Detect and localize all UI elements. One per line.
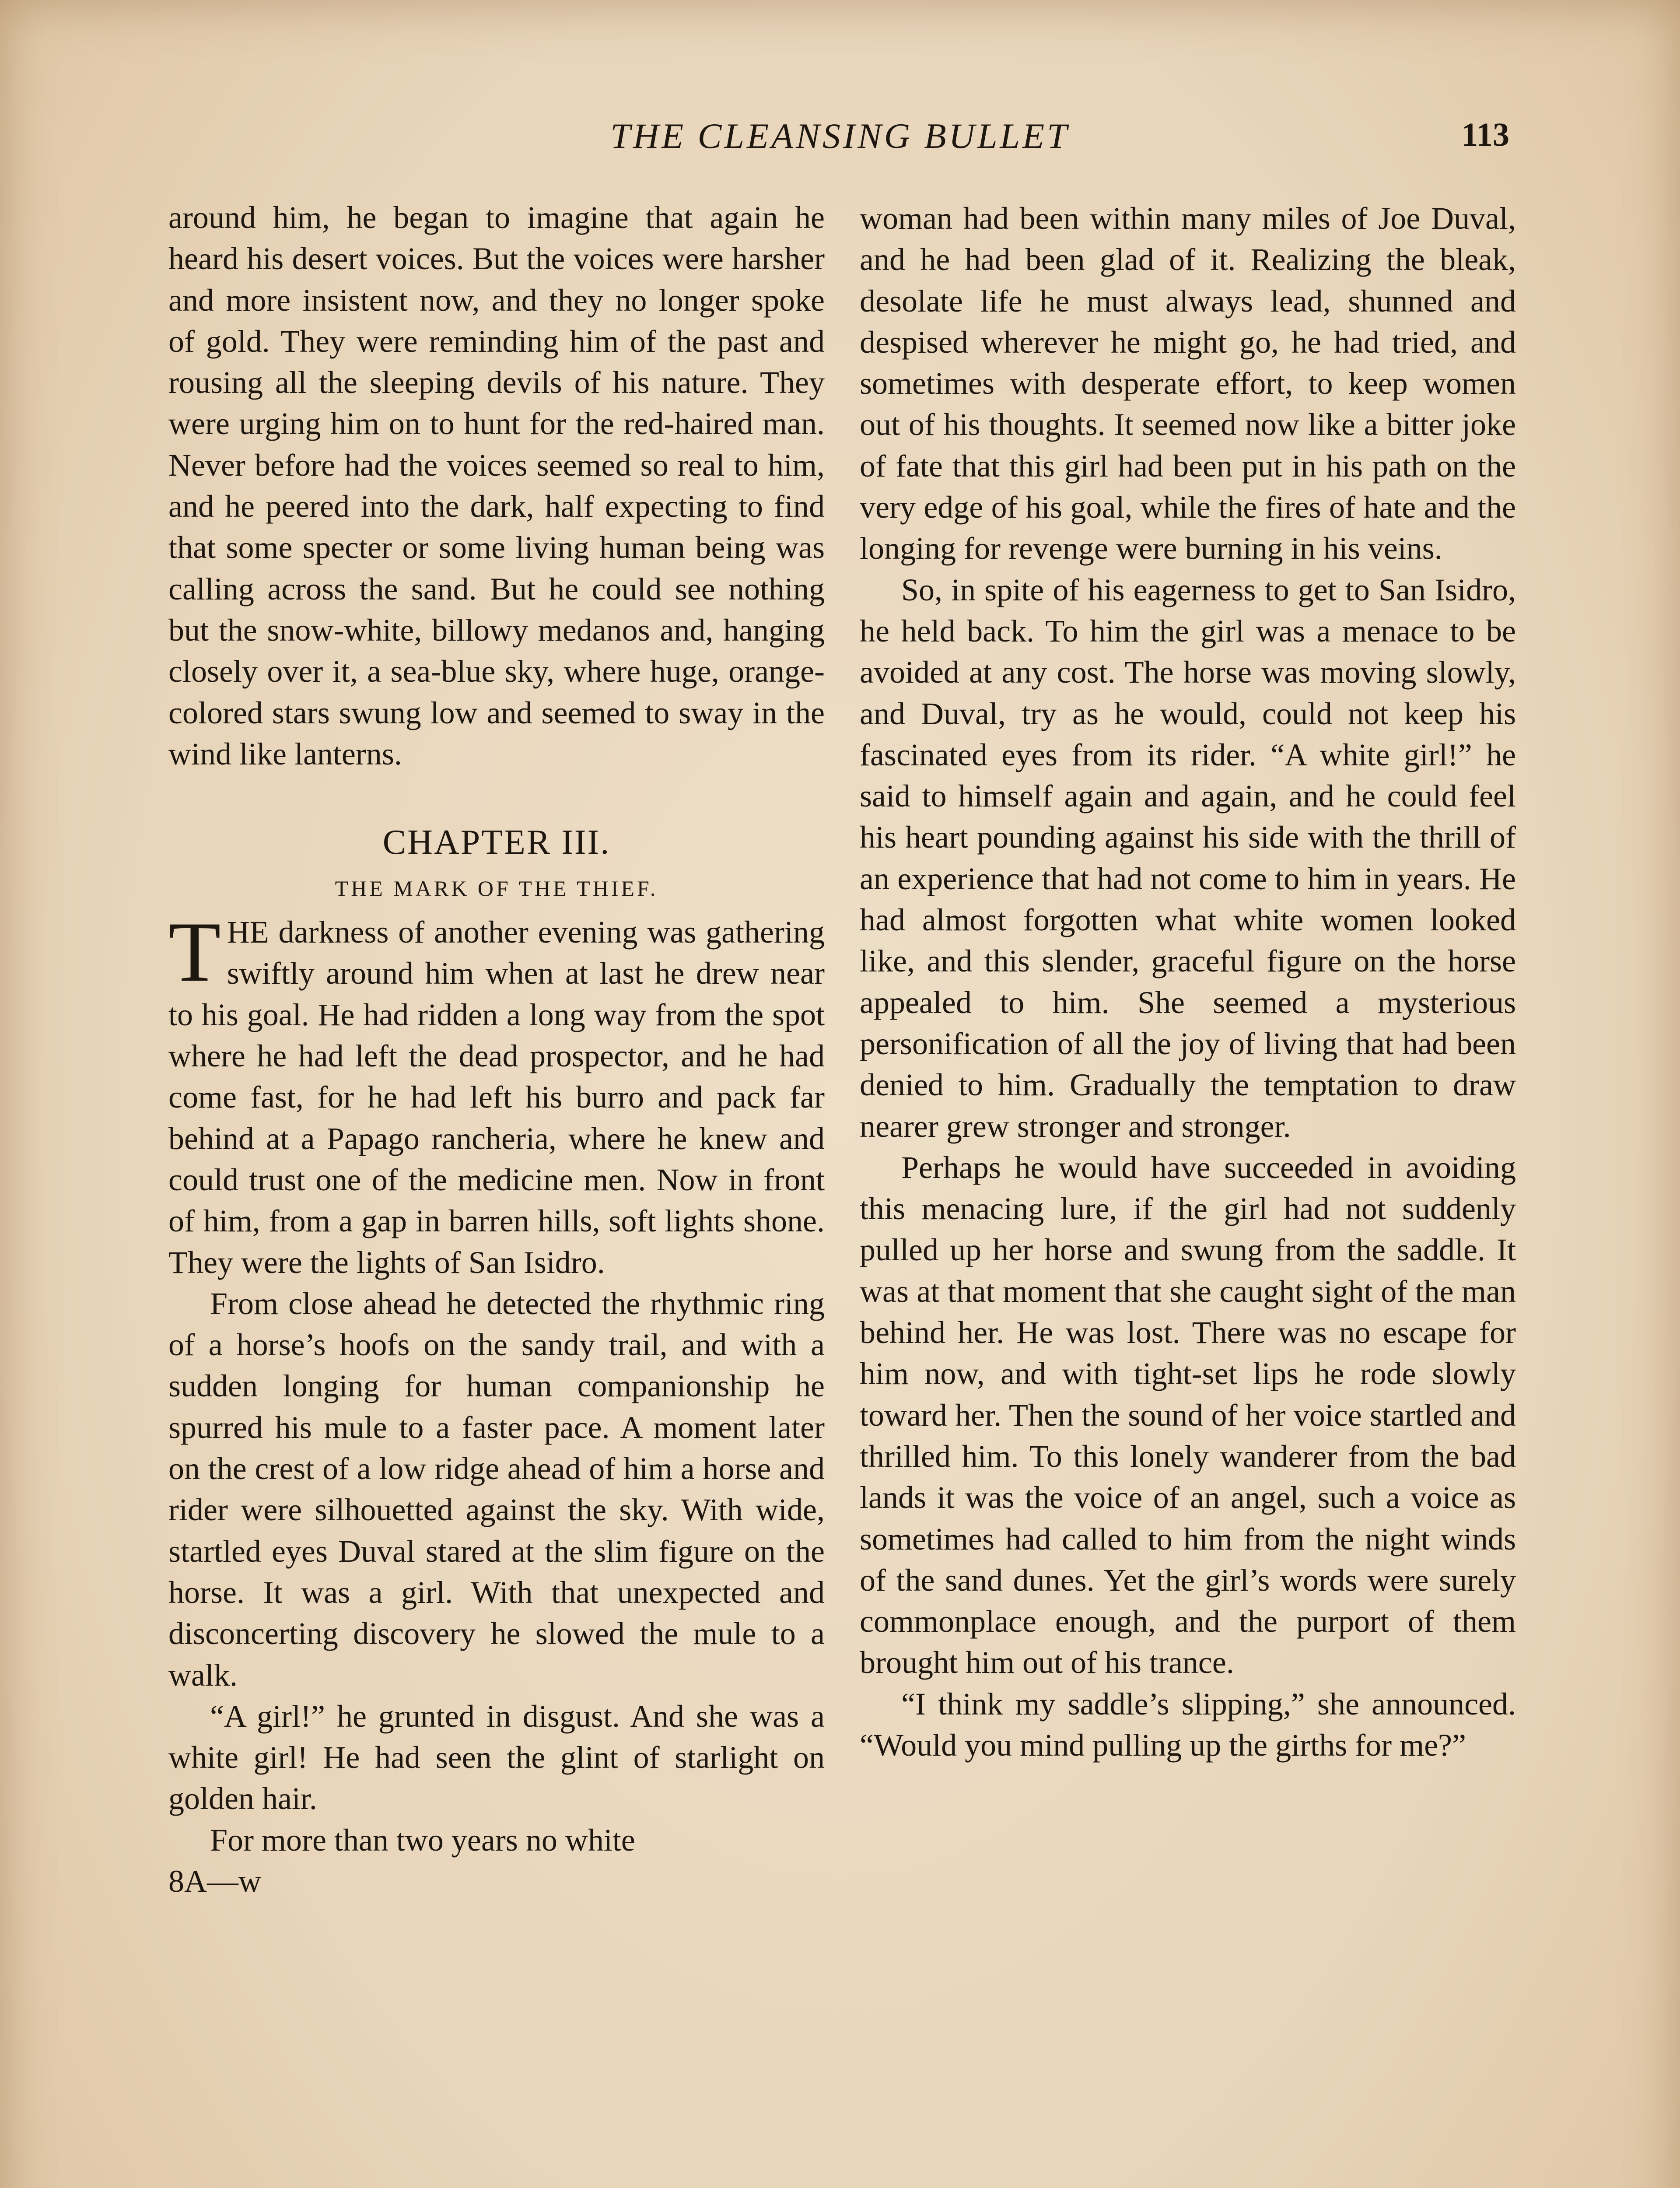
paragraph: “I think my saddle’s slipping,” she announced. “Would you mind pulling up the girths for me?” xyxy=(860,1686,1516,1763)
page-number: 113 xyxy=(1461,116,1509,153)
paragraph: So, in spite of his eagerness to get to San Isidro, he held back. To him the girl was a menace to be avoided at any cost. The horse was moving slowly, and Duval, try as he would, could not keep his fascinated eyes from its rider. “A white girl!” he said to himself again and again, and he could feel his heart pounding against his side with the thrill of an experience that had not come to him in years. He had almost forgotten what white women looked like, and this slender, graceful figure on the horse appealed to him. She seemed a mysterious personification of all the joy of living that had been denied to him. Gradually the temptation to draw nearer grew stronger and stronger. xyxy=(860,572,1516,1144)
chapter-subtitle: THE MARK OF THE THIEF. xyxy=(335,876,658,901)
signature-mark: 8A—w xyxy=(168,1863,261,1899)
paragraph-with-dropcap xyxy=(168,905,825,1283)
paragraph: Perhaps he would have succeeded in avoiding this menacing lure, if the girl had not suddenly pulled up her horse and swung from the saddle. It was at that moment that she caught sight of the man behind her. He was lost. There was no escape for him now, and with tight-set lips he rode slowly toward her. Then the sound of her voice startled and thrilled him. To this lonely wanderer from the bad lands it was the voice of an angel, such a voice as sometimes had called to him from the night winds of the sand dunes. Yet the girl’s words were surely commonplace enough, and the purport of them brought him out of his trance. xyxy=(860,1150,1516,1680)
left-column xyxy=(168,197,825,1902)
paragraph: For more than two years no white xyxy=(210,1822,635,1858)
paragraph: woman had been within many miles of Joe Duval, and he had been glad of it. Realizing the bleak, desolate life he must always lead, shunned and despised wherever he might go, he had tried, and sometimes with desperate effort, to keep women out of his thoughts. It seemed now like a bitter joke of fate that this girl had been put in his path on the very edge of his goal, while the fires of hate and the longing for revenge were burning in his veins. xyxy=(860,201,1516,566)
paragraph-text: HE darkness of another evening was gathering swiftly around him when at last he drew near to his goal. He had ridden a long way from the spot where he had left the dead prospector, and he had come fast, for he had left his burro and pack far behind at a Papago rancheria, where he knew and could trust one of the medicine men. Now in front of him, from a gap in barren hills, soft lights shone. They were the lights of San Isidro. xyxy=(168,915,825,1280)
paragraph: From close ahead he detected the rhythmic ring of a horse’s hoofs on the sandy trail, and with a sudden longing for human companionship he spurred his mule to a faster pace. A moment later on the crest of a low ridge ahead of him a horse and rider were silhouetted against the sky. With wide, startled eyes Duval stared at the slim figure on the horse. It was a girl. With that unexpected and disconcerting discovery he slowed the mule to a walk. xyxy=(168,1286,825,1693)
paragraph: around him, he began to imagine that again he heard his desert voices. But the voices were harsher and more insistent now, and they no longer spoke of gold. They were reminding him of the past and rousing all the sleeping devils of his nature. They were urging him on to hunt for the red-haired man. Never before had the voices seemed so real to him, and he peered into the dark, half expecting to find that some specter or some living human being was calling across the sand. But he could see nothing but the snow-white, billowy medanos and, hanging closely over it, a sea-blue sky, where huge, orange-colored stars swung low and seemed to sway in the wind like lanterns. xyxy=(168,200,825,771)
drop-cap: T xyxy=(168,905,221,1000)
right-column xyxy=(860,198,1516,1766)
running-head: THE CLEANSING BULLET xyxy=(610,116,1070,156)
chapter-title: CHAPTER III. xyxy=(382,823,611,862)
paragraph: “A girl!” he grunted in disgust. And she was a white girl! He had seen the glint of starlight on golden hair. xyxy=(168,1698,825,1816)
